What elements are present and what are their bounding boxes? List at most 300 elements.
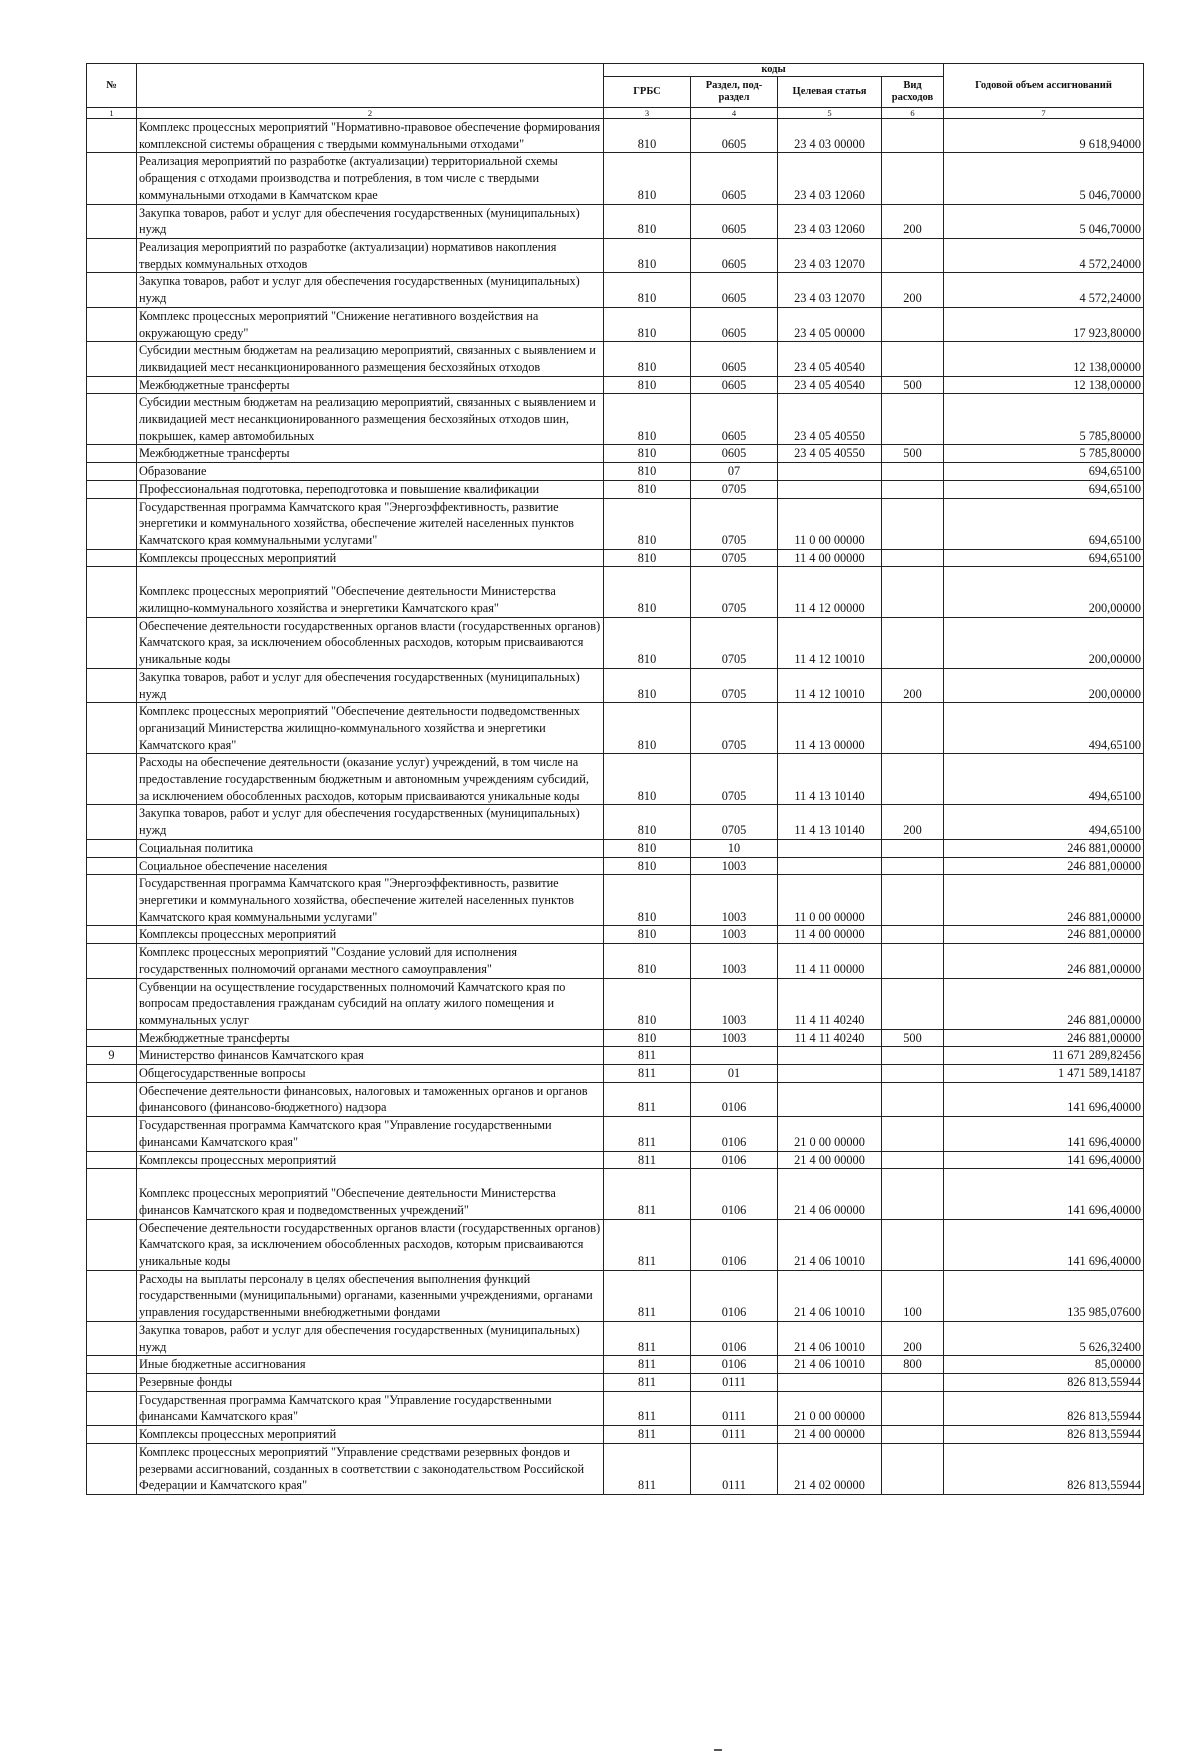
row-number bbox=[87, 1117, 137, 1151]
row-number bbox=[87, 342, 137, 376]
row-celevaya: 23 4 03 12070 bbox=[778, 273, 882, 307]
row-grbs: 810 bbox=[604, 926, 691, 944]
row-amount: 4 572,24000 bbox=[944, 273, 1144, 307]
header-num: № bbox=[87, 64, 137, 108]
column-number: 2 bbox=[137, 108, 604, 119]
row-celevaya: 11 0 00 00000 bbox=[778, 875, 882, 926]
row-amount: 246 881,00000 bbox=[944, 978, 1144, 1029]
row-celevaya bbox=[778, 1373, 882, 1391]
row-grbs: 810 bbox=[604, 119, 691, 153]
row-celevaya: 21 4 06 10010 bbox=[778, 1321, 882, 1355]
row-number bbox=[87, 1426, 137, 1444]
row-grbs: 810 bbox=[604, 376, 691, 394]
table-row bbox=[87, 857, 1144, 875]
table-row bbox=[87, 1219, 1144, 1270]
row-celevaya: 23 4 03 00000 bbox=[778, 119, 882, 153]
row-number bbox=[87, 839, 137, 857]
row-celevaya: 21 4 00 00000 bbox=[778, 1151, 882, 1169]
row-vid bbox=[882, 307, 944, 341]
row-amount: 5 626,32400 bbox=[944, 1321, 1144, 1355]
row-name: Государственная программа Камчатского края "Управление государственными финансами Камчатского края" bbox=[137, 1391, 604, 1425]
row-razdel: 0605 bbox=[691, 445, 778, 463]
row-number bbox=[87, 376, 137, 394]
table-row bbox=[87, 1065, 1144, 1083]
row-name: Государственная программа Камчатского края "Энергоэффективность, развитие энергетики и коммунального хозяйства, обеспечение жителей населенных пунктов Камчатского края коммунальными услугами" bbox=[137, 875, 604, 926]
row-number bbox=[87, 1219, 137, 1270]
row-grbs: 811 bbox=[604, 1373, 691, 1391]
row-name: Обеспечение деятельности государственных органов власти (государственных органов) Камчатского края, за исключением обособленных расходов, которым присваиваются уникальные коды bbox=[137, 1219, 604, 1270]
row-number bbox=[87, 273, 137, 307]
row-name: Реализация мероприятий по разработке (актуализации) территориальной схемы обращения с отходами производства и потребления, в том числе с твердыми коммунальными отходами в Камчатском крае bbox=[137, 153, 604, 204]
row-razdel: 0605 bbox=[691, 119, 778, 153]
row-number bbox=[87, 668, 137, 702]
row-razdel: 0705 bbox=[691, 805, 778, 839]
row-name: Комплексы процессных мероприятий bbox=[137, 549, 604, 567]
row-vid bbox=[882, 1151, 944, 1169]
row-number bbox=[87, 1443, 137, 1494]
row-amount: 135 985,07600 bbox=[944, 1270, 1144, 1321]
table-row bbox=[87, 1151, 1144, 1169]
row-amount: 246 881,00000 bbox=[944, 926, 1144, 944]
row-number bbox=[87, 1065, 137, 1083]
table-row bbox=[87, 1029, 1144, 1047]
row-vid: 100 bbox=[882, 1270, 944, 1321]
table-row bbox=[87, 567, 1144, 617]
row-number bbox=[87, 978, 137, 1029]
row-name: Образование bbox=[137, 463, 604, 481]
row-razdel: 1003 bbox=[691, 926, 778, 944]
row-name: Комплекс процессных мероприятий "Нормативно-правовое обеспечение формирования комплексной системы обращения с твердыми коммунальными отходами" bbox=[137, 119, 604, 153]
row-razdel: 0111 bbox=[691, 1373, 778, 1391]
row-amount: 826 813,55944 bbox=[944, 1391, 1144, 1425]
row-vid: 200 bbox=[882, 273, 944, 307]
row-grbs: 811 bbox=[604, 1356, 691, 1374]
row-amount: 141 696,40000 bbox=[944, 1117, 1144, 1151]
row-razdel: 0106 bbox=[691, 1151, 778, 1169]
table-row bbox=[87, 944, 1144, 978]
row-number bbox=[87, 1270, 137, 1321]
row-amount: 5 785,80000 bbox=[944, 445, 1144, 463]
row-amount: 494,65100 bbox=[944, 754, 1144, 805]
row-number bbox=[87, 1169, 137, 1219]
row-grbs: 810 bbox=[604, 805, 691, 839]
table-row bbox=[87, 1169, 1144, 1219]
row-razdel: 0111 bbox=[691, 1426, 778, 1444]
row-name: Социальное обеспечение населения bbox=[137, 857, 604, 875]
table-row bbox=[87, 307, 1144, 341]
row-number bbox=[87, 480, 137, 498]
row-razdel: 07 bbox=[691, 463, 778, 481]
row-name: Комплекс процессных мероприятий "Обеспечение деятельности Министерства жилищно-коммунального хозяйства и энергетики Камчатского края" bbox=[137, 567, 604, 617]
row-celevaya bbox=[778, 839, 882, 857]
row-number bbox=[87, 857, 137, 875]
row-grbs: 811 bbox=[604, 1117, 691, 1151]
table-row bbox=[87, 119, 1144, 153]
column-number: 3 bbox=[604, 108, 691, 119]
row-amount: 246 881,00000 bbox=[944, 944, 1144, 978]
row-grbs: 811 bbox=[604, 1321, 691, 1355]
header-grbs: ГРБС bbox=[604, 77, 691, 108]
header-name bbox=[137, 64, 604, 108]
row-name: Комплексы процессных мероприятий bbox=[137, 1426, 604, 1444]
row-celevaya: 11 4 00 00000 bbox=[778, 926, 882, 944]
row-vid: 500 bbox=[882, 376, 944, 394]
row-number bbox=[87, 1029, 137, 1047]
row-grbs: 810 bbox=[604, 394, 691, 445]
row-vid bbox=[882, 875, 944, 926]
row-razdel: 0106 bbox=[691, 1169, 778, 1219]
row-grbs: 810 bbox=[604, 463, 691, 481]
row-amount: 246 881,00000 bbox=[944, 875, 1144, 926]
header-amount: Годовой объем ассигнований bbox=[944, 64, 1144, 108]
row-name: Комплекс процессных мероприятий "Создание условий для исполнения государственных полномочий органами местного самоуправления" bbox=[137, 944, 604, 978]
header-razdel: Раздел, под-раздел bbox=[691, 77, 778, 108]
row-vid bbox=[882, 153, 944, 204]
row-grbs: 810 bbox=[604, 307, 691, 341]
row-grbs: 810 bbox=[604, 567, 691, 617]
row-name: Субсидии местным бюджетам на реализацию мероприятий, связанных с выявлением и ликвидацией мест несанкционированного размещения бесхозяйных отходов bbox=[137, 342, 604, 376]
row-amount: 826 813,55944 bbox=[944, 1443, 1144, 1494]
table-row bbox=[87, 498, 1144, 549]
row-amount: 11 671 289,82456 bbox=[944, 1047, 1144, 1065]
row-amount: 826 813,55944 bbox=[944, 1426, 1144, 1444]
table-row bbox=[87, 376, 1144, 394]
row-razdel bbox=[691, 1047, 778, 1065]
row-razdel: 0705 bbox=[691, 754, 778, 805]
row-name: Профессиональная подготовка, переподготовка и повышение квалификации bbox=[137, 480, 604, 498]
row-razdel: 1003 bbox=[691, 857, 778, 875]
row-razdel: 0605 bbox=[691, 307, 778, 341]
row-amount: 5 046,70000 bbox=[944, 204, 1144, 238]
table-row bbox=[87, 1356, 1144, 1374]
row-number bbox=[87, 1321, 137, 1355]
row-celevaya: 21 4 02 00000 bbox=[778, 1443, 882, 1494]
row-celevaya bbox=[778, 1065, 882, 1083]
row-amount: 494,65100 bbox=[944, 703, 1144, 754]
row-grbs: 811 bbox=[604, 1443, 691, 1494]
row-vid bbox=[882, 839, 944, 857]
row-vid: 200 bbox=[882, 668, 944, 702]
row-name: Закупка товаров, работ и услуг для обеспечения государственных (муниципальных) нужд bbox=[137, 1321, 604, 1355]
row-razdel: 0605 bbox=[691, 238, 778, 272]
row-celevaya: 21 4 00 00000 bbox=[778, 1426, 882, 1444]
row-amount: 141 696,40000 bbox=[944, 1082, 1144, 1116]
row-razdel: 0106 bbox=[691, 1321, 778, 1355]
row-razdel: 0111 bbox=[691, 1391, 778, 1425]
table-row bbox=[87, 1321, 1144, 1355]
row-razdel: 0605 bbox=[691, 204, 778, 238]
row-number bbox=[87, 926, 137, 944]
row-amount: 826 813,55944 bbox=[944, 1373, 1144, 1391]
row-razdel: 0106 bbox=[691, 1082, 778, 1116]
row-grbs: 810 bbox=[604, 839, 691, 857]
row-grbs: 811 bbox=[604, 1047, 691, 1065]
row-number bbox=[87, 119, 137, 153]
row-grbs: 810 bbox=[604, 342, 691, 376]
table-row bbox=[87, 875, 1144, 926]
row-celevaya: 23 4 05 40540 bbox=[778, 376, 882, 394]
row-number bbox=[87, 394, 137, 445]
row-celevaya: 23 4 03 12060 bbox=[778, 204, 882, 238]
row-name: Комплекс процессных мероприятий "Обеспечение деятельности Министерства финансов Камчатского края и подведомственных учреждений" bbox=[137, 1169, 604, 1219]
row-name: Социальная политика bbox=[137, 839, 604, 857]
row-celevaya: 23 4 05 40550 bbox=[778, 445, 882, 463]
row-number bbox=[87, 238, 137, 272]
row-amount: 141 696,40000 bbox=[944, 1169, 1144, 1219]
row-amount: 141 696,40000 bbox=[944, 1151, 1144, 1169]
row-number bbox=[87, 445, 137, 463]
row-amount: 246 881,00000 bbox=[944, 1029, 1144, 1047]
row-name: Комплекс процессных мероприятий "Обеспечение деятельности подведомственных организаций Министерства жилищно-коммунального хозяйства и энергетики Камчатского края" bbox=[137, 703, 604, 754]
row-name: Субвенции на осуществление государственных полномочий Камчатского края по вопросам предоставления гражданам субсидий на оплату жилого помещения и коммунальных услуг bbox=[137, 978, 604, 1029]
row-number bbox=[87, 805, 137, 839]
row-celevaya: 23 4 05 00000 bbox=[778, 307, 882, 341]
row-name: Обеспечение деятельности финансовых, налоговых и таможенных органов и органов финансового (финансово-бюджетного) надзора bbox=[137, 1082, 604, 1116]
row-name: Министерство финансов Камчатского края bbox=[137, 1047, 604, 1065]
row-vid bbox=[882, 1426, 944, 1444]
row-vid: 200 bbox=[882, 204, 944, 238]
row-amount: 5 785,80000 bbox=[944, 394, 1144, 445]
table-row bbox=[87, 238, 1144, 272]
row-razdel: 0605 bbox=[691, 376, 778, 394]
header-celevaya: Целевая статья bbox=[778, 77, 882, 108]
row-grbs: 810 bbox=[604, 238, 691, 272]
row-name: Комплексы процессных мероприятий bbox=[137, 926, 604, 944]
table-row bbox=[87, 445, 1144, 463]
row-celevaya bbox=[778, 857, 882, 875]
row-razdel: 0605 bbox=[691, 342, 778, 376]
row-razdel: 0605 bbox=[691, 153, 778, 204]
row-vid bbox=[882, 1373, 944, 1391]
column-number: 5 bbox=[778, 108, 882, 119]
row-number bbox=[87, 1356, 137, 1374]
row-vid: 500 bbox=[882, 1029, 944, 1047]
row-number bbox=[87, 617, 137, 668]
table-header bbox=[87, 64, 1144, 119]
row-vid bbox=[882, 857, 944, 875]
table-row bbox=[87, 549, 1144, 567]
row-celevaya: 11 4 12 00000 bbox=[778, 567, 882, 617]
row-razdel: 1003 bbox=[691, 875, 778, 926]
row-amount: 85,00000 bbox=[944, 1356, 1144, 1374]
row-grbs: 811 bbox=[604, 1270, 691, 1321]
row-razdel: 0705 bbox=[691, 703, 778, 754]
table-row bbox=[87, 1426, 1144, 1444]
row-name: Субсидии местным бюджетам на реализацию мероприятий, связанных с выявлением и ликвидацией мест несанкционированного размещения бесхозяйных отходов шин, покрышек, камер автомобильных bbox=[137, 394, 604, 445]
row-name: Комплексы процессных мероприятий bbox=[137, 1151, 604, 1169]
row-grbs: 810 bbox=[604, 153, 691, 204]
row-vid bbox=[882, 1443, 944, 1494]
row-name: Обеспечение деятельности государственных органов власти (государственных органов) Камчатского края, за исключением обособленных расходов, которым присваиваются уникальные коды bbox=[137, 617, 604, 668]
row-razdel: 0705 bbox=[691, 480, 778, 498]
row-vid bbox=[882, 463, 944, 481]
row-grbs: 810 bbox=[604, 204, 691, 238]
row-razdel: 1003 bbox=[691, 978, 778, 1029]
table-row bbox=[87, 1443, 1144, 1494]
row-celevaya: 21 4 06 10010 bbox=[778, 1219, 882, 1270]
row-vid bbox=[882, 944, 944, 978]
row-celevaya bbox=[778, 1082, 882, 1116]
table-row bbox=[87, 463, 1144, 481]
row-grbs: 810 bbox=[604, 617, 691, 668]
table-row bbox=[87, 394, 1144, 445]
row-razdel: 0106 bbox=[691, 1270, 778, 1321]
row-amount: 694,65100 bbox=[944, 463, 1144, 481]
row-vid bbox=[882, 238, 944, 272]
row-amount: 200,00000 bbox=[944, 617, 1144, 668]
row-vid: 800 bbox=[882, 1356, 944, 1374]
row-number bbox=[87, 944, 137, 978]
row-name: Расходы на обеспечение деятельности (оказание услуг) учреждений, в том числе на предоставление государственным бюджетным и автономным учреждениям субсидий, за исключением обособленных расходов, которым присваиваются уникальные коды bbox=[137, 754, 604, 805]
row-name: Реализация мероприятий по разработке (актуализации) нормативов накопления твердых коммунальных отходов bbox=[137, 238, 604, 272]
row-amount: 17 923,80000 bbox=[944, 307, 1144, 341]
row-celevaya: 21 4 06 00000 bbox=[778, 1169, 882, 1219]
row-grbs: 810 bbox=[604, 480, 691, 498]
row-name: Государственная программа Камчатского края "Энергоэффективность, развитие энергетики и коммунального хозяйства, обеспечение жителей населенных пунктов Камчатского края коммунальными услугами" bbox=[137, 498, 604, 549]
table-row bbox=[87, 617, 1144, 668]
row-razdel: 0705 bbox=[691, 498, 778, 549]
row-celevaya: 21 4 06 10010 bbox=[778, 1270, 882, 1321]
table-row bbox=[87, 668, 1144, 702]
row-name: Закупка товаров, работ и услуг для обеспечения государственных (муниципальных) нужд bbox=[137, 273, 604, 307]
table-row bbox=[87, 342, 1144, 376]
table-body bbox=[87, 119, 1144, 1495]
row-amount: 200,00000 bbox=[944, 668, 1144, 702]
row-celevaya: 11 4 13 00000 bbox=[778, 703, 882, 754]
row-razdel: 0605 bbox=[691, 394, 778, 445]
column-number: 4 bbox=[691, 108, 778, 119]
row-amount: 5 046,70000 bbox=[944, 153, 1144, 204]
row-number bbox=[87, 703, 137, 754]
row-name: Общегосударственные вопросы bbox=[137, 1065, 604, 1083]
row-amount: 200,00000 bbox=[944, 567, 1144, 617]
row-grbs: 810 bbox=[604, 1029, 691, 1047]
row-razdel: 1003 bbox=[691, 944, 778, 978]
row-celevaya: 11 4 12 10010 bbox=[778, 617, 882, 668]
row-vid: 200 bbox=[882, 805, 944, 839]
row-vid bbox=[882, 1082, 944, 1116]
table-row bbox=[87, 204, 1144, 238]
column-number: 6 bbox=[882, 108, 944, 119]
row-razdel: 1003 bbox=[691, 1029, 778, 1047]
row-celevaya: 23 4 05 40550 bbox=[778, 394, 882, 445]
row-razdel: 0605 bbox=[691, 273, 778, 307]
row-vid bbox=[882, 567, 944, 617]
row-amount: 12 138,00000 bbox=[944, 342, 1144, 376]
row-razdel: 0705 bbox=[691, 617, 778, 668]
row-vid bbox=[882, 394, 944, 445]
row-razdel: 0111 bbox=[691, 1443, 778, 1494]
row-number bbox=[87, 1151, 137, 1169]
table-row bbox=[87, 754, 1144, 805]
row-celevaya: 11 0 00 00000 bbox=[778, 498, 882, 549]
row-celevaya: 11 4 00 00000 bbox=[778, 549, 882, 567]
row-grbs: 810 bbox=[604, 549, 691, 567]
row-celevaya: 11 4 11 40240 bbox=[778, 1029, 882, 1047]
row-name: Комплекс процессных мероприятий "Управление средствами резервных фондов и резервами ассигнований, созданных в соответствии с законодательством Российской Федерации и Камчатского края" bbox=[137, 1443, 604, 1494]
row-vid bbox=[882, 1047, 944, 1065]
row-number: 9 bbox=[87, 1047, 137, 1065]
table-row bbox=[87, 273, 1144, 307]
table-row bbox=[87, 1047, 1144, 1065]
row-amount: 694,65100 bbox=[944, 480, 1144, 498]
row-vid bbox=[882, 480, 944, 498]
row-name: Межбюджетные трансферты bbox=[137, 1029, 604, 1047]
row-grbs: 810 bbox=[604, 273, 691, 307]
row-number bbox=[87, 153, 137, 204]
row-grbs: 811 bbox=[604, 1169, 691, 1219]
row-amount: 12 138,00000 bbox=[944, 376, 1144, 394]
row-vid bbox=[882, 1117, 944, 1151]
row-celevaya: 11 4 13 10140 bbox=[778, 805, 882, 839]
row-number bbox=[87, 754, 137, 805]
row-grbs: 811 bbox=[604, 1426, 691, 1444]
row-number bbox=[87, 875, 137, 926]
row-grbs: 810 bbox=[604, 857, 691, 875]
row-celevaya bbox=[778, 463, 882, 481]
row-amount: 246 881,00000 bbox=[944, 857, 1144, 875]
row-name: Межбюджетные трансферты bbox=[137, 376, 604, 394]
row-amount: 694,65100 bbox=[944, 549, 1144, 567]
row-number bbox=[87, 1082, 137, 1116]
row-amount: 246 881,00000 bbox=[944, 839, 1144, 857]
row-celevaya bbox=[778, 480, 882, 498]
row-name: Иные бюджетные ассигнования bbox=[137, 1356, 604, 1374]
row-vid bbox=[882, 1065, 944, 1083]
row-name: Закупка товаров, работ и услуг для обеспечения государственных (муниципальных) нужд bbox=[137, 668, 604, 702]
row-vid bbox=[882, 498, 944, 549]
row-celevaya: 23 4 03 12070 bbox=[778, 238, 882, 272]
row-number bbox=[87, 204, 137, 238]
row-celevaya: 23 4 05 40540 bbox=[778, 342, 882, 376]
row-celevaya: 21 4 06 10010 bbox=[778, 1356, 882, 1374]
column-number: 1 bbox=[87, 108, 137, 119]
row-razdel: 10 bbox=[691, 839, 778, 857]
row-name: Закупка товаров, работ и услуг для обеспечения государственных (муниципальных) нужд bbox=[137, 204, 604, 238]
header-codes: коды bbox=[604, 64, 944, 77]
row-vid bbox=[882, 549, 944, 567]
header-vid: Вид расходов bbox=[882, 77, 944, 108]
table-row bbox=[87, 1391, 1144, 1425]
row-grbs: 810 bbox=[604, 445, 691, 463]
row-vid bbox=[882, 978, 944, 1029]
row-grbs: 810 bbox=[604, 754, 691, 805]
row-celevaya: 11 4 11 00000 bbox=[778, 944, 882, 978]
row-grbs: 811 bbox=[604, 1082, 691, 1116]
row-grbs: 810 bbox=[604, 703, 691, 754]
table-row bbox=[87, 1373, 1144, 1391]
budget-page bbox=[86, 63, 1143, 1495]
row-number bbox=[87, 1391, 137, 1425]
table-row bbox=[87, 1117, 1144, 1151]
row-name: Государственная программа Камчатского края "Управление государственными финансами Камчатского края" bbox=[137, 1117, 604, 1151]
row-number bbox=[87, 307, 137, 341]
row-amount: 1 471 589,14187 bbox=[944, 1065, 1144, 1083]
row-celevaya bbox=[778, 1047, 882, 1065]
row-vid bbox=[882, 754, 944, 805]
row-amount: 141 696,40000 bbox=[944, 1219, 1144, 1270]
row-number bbox=[87, 1373, 137, 1391]
row-grbs: 810 bbox=[604, 944, 691, 978]
table-row bbox=[87, 805, 1144, 839]
table-row bbox=[87, 153, 1144, 204]
row-amount: 4 572,24000 bbox=[944, 238, 1144, 272]
row-grbs: 811 bbox=[604, 1391, 691, 1425]
row-celevaya: 21 0 00 00000 bbox=[778, 1391, 882, 1425]
row-vid bbox=[882, 1391, 944, 1425]
row-grbs: 810 bbox=[604, 978, 691, 1029]
row-vid: 200 bbox=[882, 1321, 944, 1355]
